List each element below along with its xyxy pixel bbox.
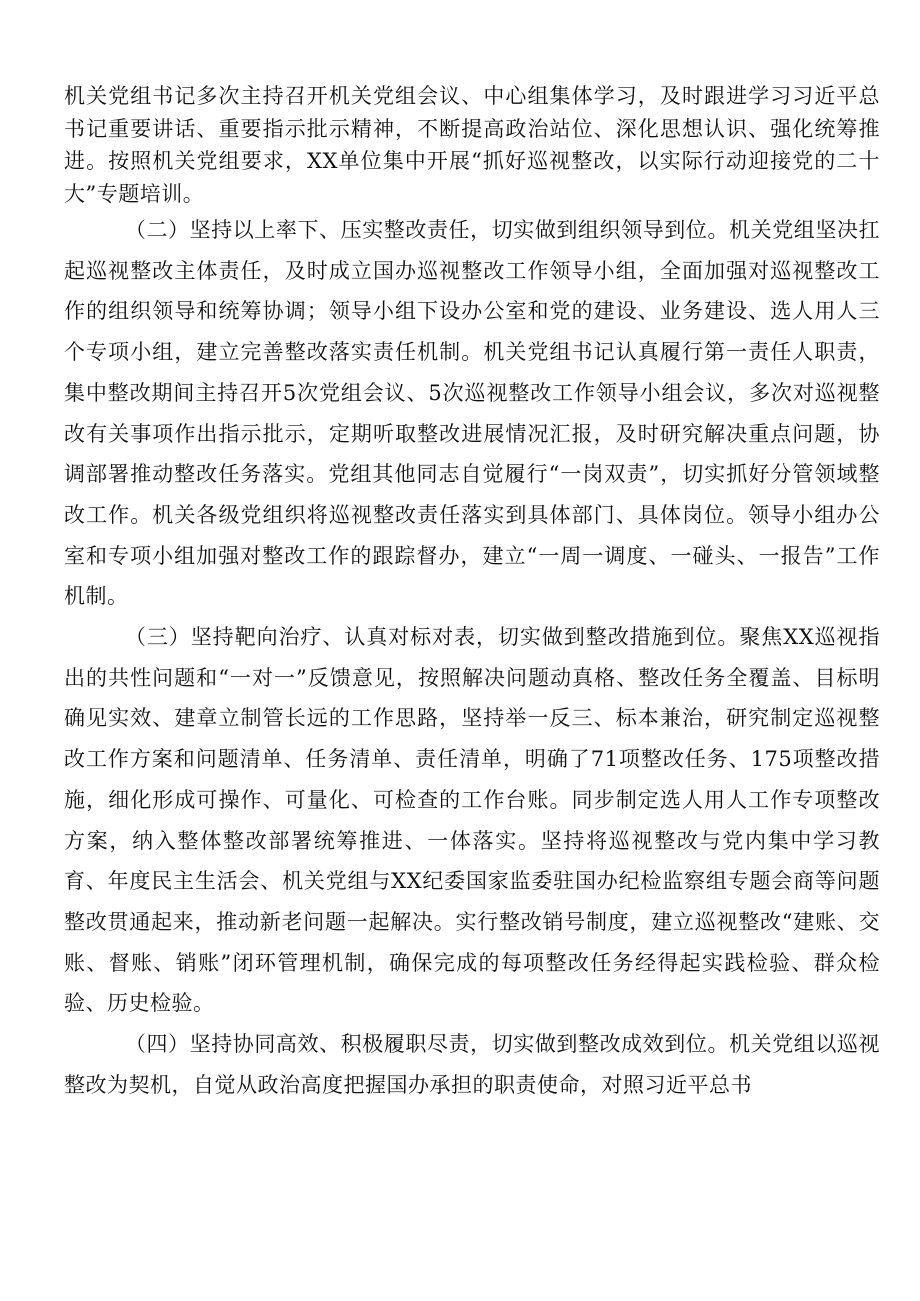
paragraph-continuation: 机关党组书记多次主持召开机关党组会议、中心组集体学习，及时跟进学习习近平总书记重要讲话、重要指示批示精神，不断提高政治站位、深化思想认识、强化统筹推进。按照机关党组要求，XX单位集中开展“抓好巡视整改，以实际行动迎接党的二十大”专题培训。 bbox=[64, 84, 880, 206]
paragraph-section-2: （二）坚持以上率下、压实整改责任，切实做到组织领导到位。机关党组坚决扛起巡视整改主体责任，及时成立国办巡视整改工作领导小组，全面加强对巡视整改工作的组织领导和统筹协调；领导小组下设办公室和党的建设、业务建设、选人用人三个专项小组，建立完善整改落实责任机制。机关党组书记认真履行第一责任人职责，集中整改期间主持召开5次党组会议、5次巡视整改工作领导小组会议，多次对巡视整改有关事项作出指示批示，定期听取整改进展情况汇报，及时研究解决重点问题，协调部署推动整改任务落实。党组其他同志自觉履行“一岗双责”，切实抓好分管领域整改工作。机关各级党组织将巡视整改责任落实到具体部门、具体岗位。领导小组办公室和专项小组加强对整改工作的跟踪督办，建立“一周一调度、一碰头、一报告”工作机制。 bbox=[64, 218, 880, 609]
paragraph-section-4: （四）坚持协同高效、积极履职尽责，切实做到整改成效到位。机关党组以巡视整改为契机，自觉从政治高度把握国办承担的职责使命，对照习近平总书 bbox=[64, 1032, 880, 1097]
paragraph-section-3: （三）坚持靶向治疗、认真对标对表，切实做到整改措施到位。聚焦XX巡视指出的共性问题和“一对一”反馈意见，按照解决问题动真格、整改任务全覆盖、目标明确见实效、建章立制管长远的工作思路，坚持举一反三、标本兼治，研究制定巡视整改工作方案和问题清单、任务清单、责任清单，明确了71项整改任务、175项整改措施，细化形成可操作、可量化、可检查的工作台账。同步制定选人用人工作专项整改方案，纳入整体整改部署统筹推进、一体落实。坚持将巡视整改与党内集中学习教育、年度民主生活会、机关党组与XX纪委国家监委驻国办纪检监察组专题会商等问题整改贯通起来，推动新老问题一起解决。实行整改销号制度，建立巡视整改“建账、交账、督账、销账”闭环管理机制，确保完成的每项整改任务经得起实践检验、群众检验、历史检验。 bbox=[64, 625, 880, 1016]
document-page bbox=[64, 80, 880, 1105]
